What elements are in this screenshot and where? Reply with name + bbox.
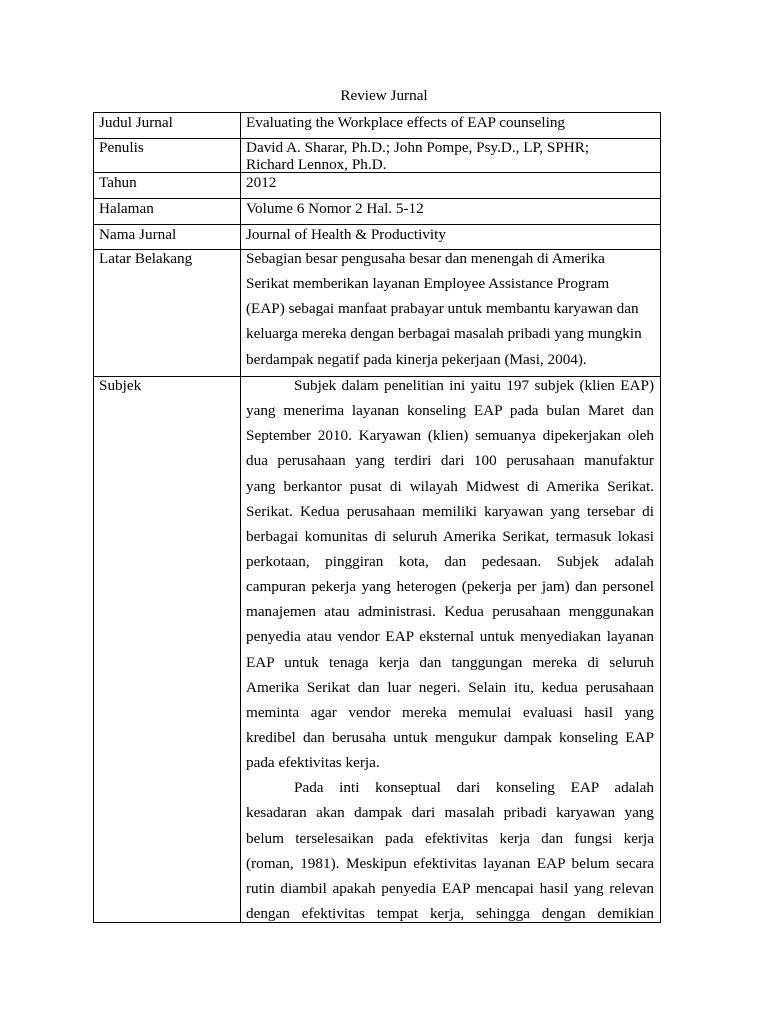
text-line: manajemen atau administrasi. Kedua perusahaan menggunakan: [246, 603, 654, 621]
text-line: (EAP) sebagai manfaat prabayar untuk membantu karyawan dan: [246, 300, 639, 318]
field-label-nama-jurnal: Nama Jurnal: [99, 226, 177, 243]
text-line: perkotaan, pinggiran kota, dan pedesaan. Subjek adalah: [246, 552, 654, 570]
value-halaman: [246, 199, 654, 224]
row-judul-jurnal: [94, 113, 661, 139]
text-line: berdampak negatif pada kinerja pekerjaan (Masi, 2004).: [246, 350, 587, 368]
text-line: belum terselesaikan pada efektivitas kerja dan fungsi kerja: [246, 829, 654, 847]
text-line: campuran pekerja yang heterogen (pekerja per jam) dan personel: [246, 578, 654, 596]
text-line: pada efektivitas kerja.: [246, 754, 380, 772]
text-line: Evaluating the Workplace effects of EAP counseling: [246, 114, 566, 131]
value-nama-jurnal: [246, 225, 654, 249]
value-subjek: [246, 377, 654, 922]
review-table: [93, 112, 661, 923]
field-label-tahun: Tahun: [99, 174, 137, 191]
field-label-subjek: Subjek: [99, 377, 142, 394]
value-cell: [241, 199, 661, 225]
value-cell: [241, 113, 661, 139]
value-cell: [241, 377, 661, 923]
value-cell: [241, 225, 661, 250]
row-nama-jurnal: [94, 225, 661, 250]
text-line: keluarga mereka dengan berbagai masalah pribadi yang mungkin: [246, 325, 642, 343]
text-line: penyedia atau vendor EAP eksternal untuk menyediakan layanan: [246, 628, 654, 646]
label-cell: [94, 250, 241, 377]
text-line: berbagai komunitas di seluruh Amerika Serikat, termasuk lokasi: [246, 527, 654, 545]
text-line: dua perusahaan yang terdiri dari 100 perusahaan manufaktur: [246, 452, 654, 470]
value-penulis: [246, 139, 654, 172]
text-line: dengan efektivitas tempat kerja, sehingga dengan demikian: [246, 904, 654, 922]
text-line: Amerika Serikat dan luar negeri. Selain itu, kedua perusahaan: [246, 678, 654, 696]
text-line: David A. Sharar, Ph.D.; John Pompe, Psy.D., LP, SPHR;: [246, 139, 590, 156]
row-penulis: [94, 139, 661, 173]
text-line: Subjek dalam penelitian ini yaitu 197 subjek (klien EAP): [294, 377, 654, 394]
text-line: Journal of Health & Productivity: [246, 226, 446, 243]
text-line: Volume 6 Nomor 2 Hal. 5-12: [246, 200, 424, 217]
label-cell: [94, 139, 241, 173]
text-line: Sebagian besar pengusaha besar dan menengah di Amerika: [246, 250, 605, 267]
text-line: kesadaran akan dampak dari masalah pribadi karyawan yang: [246, 804, 654, 822]
paragraph: [246, 377, 654, 779]
value-cell: [241, 250, 661, 377]
text-line: Richard Lennox, Ph.D.: [246, 156, 387, 173]
text-line: Serikat. Kedua perusahaan memiliki karyawan yang tersebar di: [246, 502, 654, 520]
text-line: EAP untuk tenaga kerja dan tanggungan mereka di seluruh: [246, 653, 654, 671]
text-line: Serikat memberikan layanan Employee Assistance Program: [246, 275, 610, 293]
field-label-halaman: Halaman: [99, 200, 154, 217]
text-line: Pada inti konseptual dari konseling EAP adalah: [294, 779, 654, 797]
text-line: meminta agar vendor mereka memulai evaluasi hasil yang: [246, 703, 654, 721]
text-line: rutin diambil apakah penyedia EAP mencapai hasil yang relevan: [246, 879, 654, 897]
label-cell: [94, 377, 241, 923]
row-halaman: [94, 199, 661, 225]
text-line: yang berkantor pusat di wilayah Midwest di Amerika Serikat.: [246, 477, 654, 495]
value-tahun: [246, 173, 654, 198]
field-label-judul-jurnal: Judul Jurnal: [99, 114, 173, 131]
text-line: September 2010. Karyawan (klien) semuanya dipekerjakan oleh: [246, 427, 654, 445]
value-cell: [241, 173, 661, 199]
value-judul-jurnal: [246, 113, 654, 138]
value-cell: [241, 139, 661, 173]
label-cell: [94, 113, 241, 139]
label-cell: [94, 199, 241, 225]
text-line: (roman, 1981). Meskipun efektivitas layanan EAP belum secara: [246, 854, 654, 872]
row-subjek: [94, 377, 661, 923]
row-latar-belakang: [94, 250, 661, 377]
label-cell: [94, 173, 241, 199]
label-cell: [94, 225, 241, 250]
value-latar-belakang: [246, 250, 654, 376]
paragraph: [246, 779, 654, 922]
row-tahun: [94, 173, 661, 199]
document-title: Review Jurnal: [340, 87, 428, 104]
text-line: 2012: [246, 174, 277, 191]
text-line: kredibel dan berusaha untuk mengukur dampak konseling EAP: [246, 728, 654, 746]
text-line: yang menerima layanan konseling EAP pada bulan Maret dan: [246, 402, 654, 420]
field-label-latar-belakang: Latar Belakang: [99, 250, 193, 267]
field-label-penulis: Penulis: [99, 139, 144, 156]
